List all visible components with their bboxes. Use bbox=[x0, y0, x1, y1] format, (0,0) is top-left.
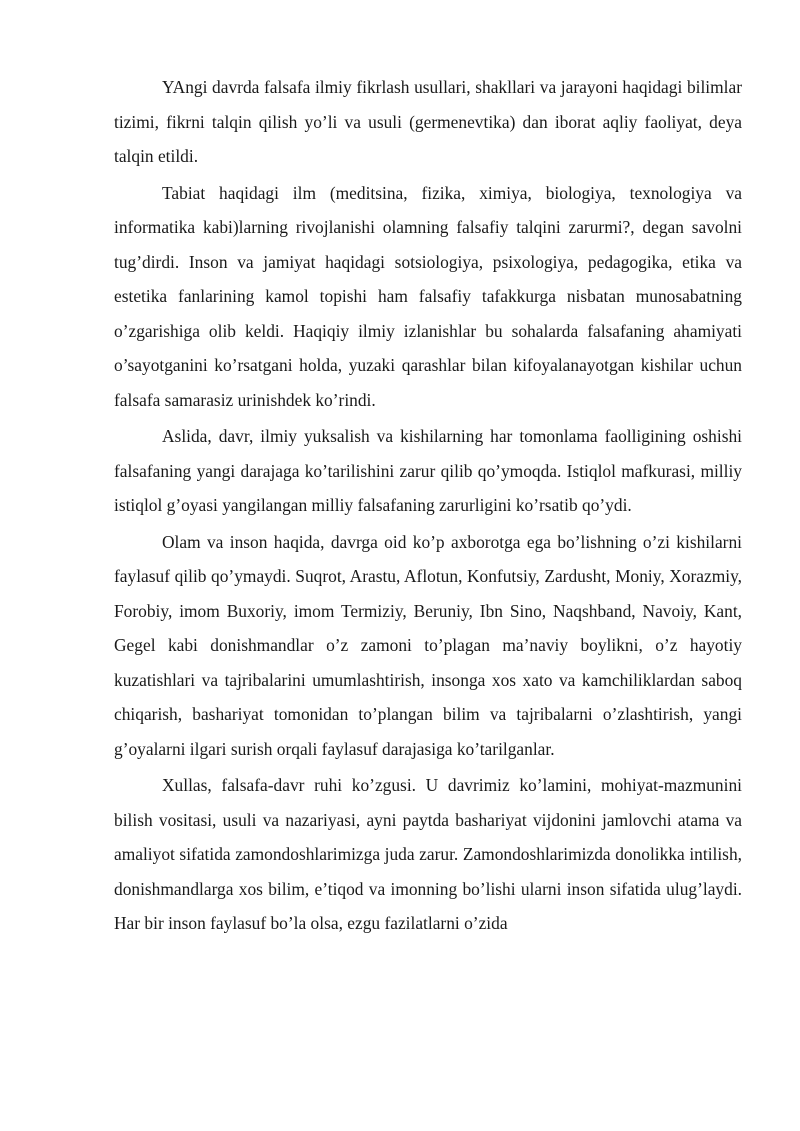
paragraph-3: Aslida, davr, ilmiy yuksalish va kishilarning har tomonlama faolligining oshishi falsafaning yangi darajaga ko’tarilishini zarur qilib qo’ymoqda. Istiqlol mafkurasi, milliy istiqlol g’oyasi yangilangan milliy falsafaning zarurligini ko’rsatib qo’ydi. bbox=[114, 426, 742, 515]
paragraph-2: Tabiat haqidagi ilm (meditsina, fizika, ximiya, biologiya, texnologiya va informatika kabi)larning rivojlanishi olamning falsafiy talqini zarurmi?, degan savolni tug’dirdi. Inson va jamiyat haqidagi sotsiologiya, psixologiya, pedagogika, etika va estetika fanlarining kamol topishi ham falsafiy tafakkurga nisbatan munosabatning o’zgarishiga olib keldi. Haqiqiy ilmiy izlanishlar bu sohalarda falsafaning ahamiyati o’sayotganini ko’rsatgani holda, yuzaki qarashlar bilan kifoyalanayotgan kishilar uchun falsafa samarasiz urinishdek ko’rindi. bbox=[114, 182, 742, 410]
document-page bbox=[114, 70, 742, 941]
paragraph-4: Olam va inson haqida, davrga oid ko’p axborotga ega bo’lishning o’zi kishilarni faylasuf qilib qo’ymaydi. Suqrot, Arastu, Aflotun, Konfutsiy, Zardusht, Moniy, Xorazmiy, Forobiy, imom Buxoriy, imom Termiziy, Beruniy, Ibn Sino, Naqshband, Navoiy, Kant, Gegel kabi donishmandlar o’z zamoni to’plagan ma’naviy boylikni, o’z hayotiy kuzatishlari va tajribalarini umumlashtirish, insonga xos xato va kamchiliklardan saboq chiqarish, bashariyat tomonidan to’plangan bilim va tajribalarni o’zlashtirish, yangi g’oyalarni ilgari surish orqali faylasuf darajasiga ko’tarilganlar. bbox=[114, 531, 742, 759]
paragraph-5: Xullas, falsafa-davr ruhi ko’zgusi. U davrimiz ko’lamini, mohiyat-mazmunini bilish vositasi, usuli va nazariyasi, ayni paytda bashariyat vijdonini jamlovchi atama va amaliyot sifatida zamondoshlarimizga juda zarur. Zamondoshlarimizda donolikka intilish, donishmandlarga xos bilim, e’tiqod va imonning bo’lishi ularni inson sifatida ulug’laydi. Har bir inson faylasuf bo’la olsa, ezgu fazilatlarni o’zida bbox=[114, 775, 742, 933]
paragraph-1: YAngi davrda falsafa ilmiy fikrlash usullari, shakllari va jarayoni haqidagi bilimlar tizimi, fikrni talqin qilish yo’li va usuli (germenevtika) dan iborat aqliy faoliyat, deya talqin etildi. bbox=[114, 77, 742, 166]
